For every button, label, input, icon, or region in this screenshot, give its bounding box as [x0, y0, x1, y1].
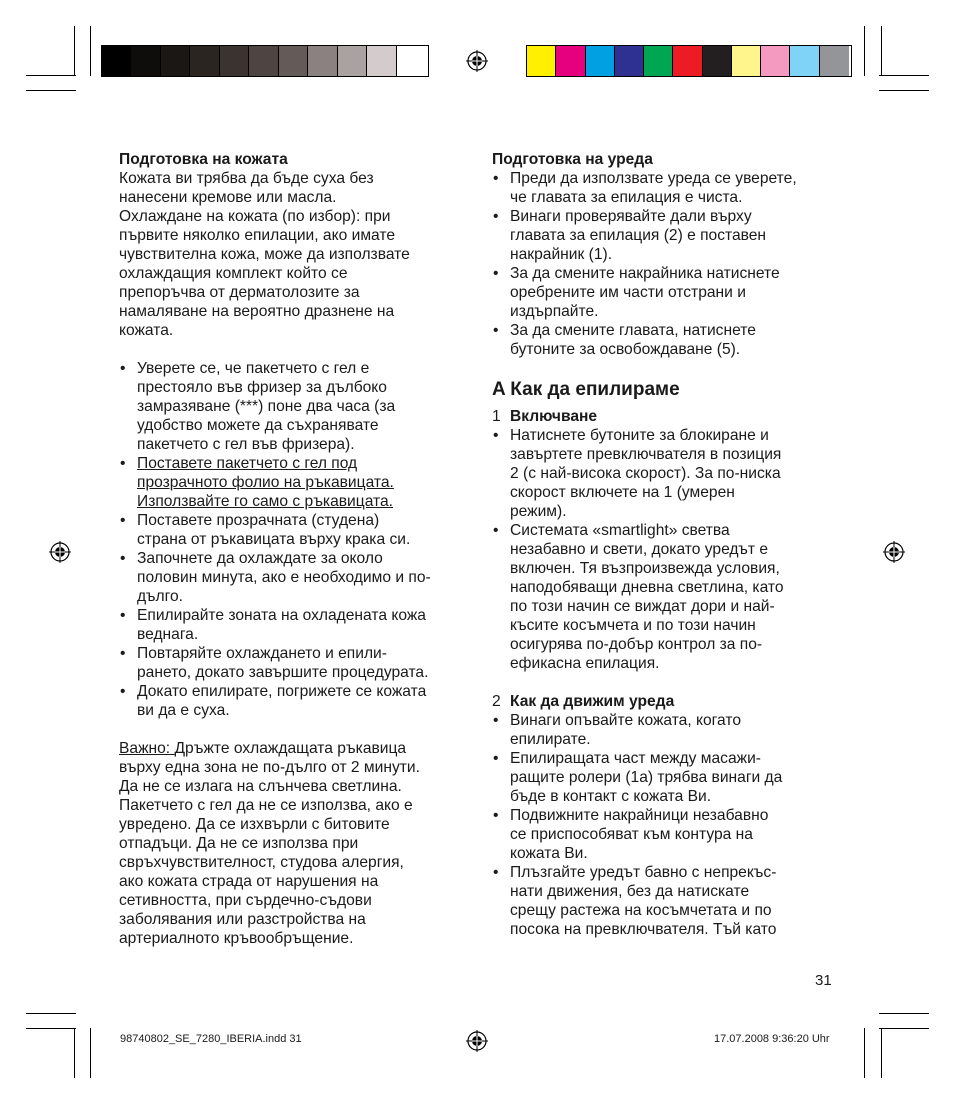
section-title: A Как да епилираме — [492, 379, 680, 400]
color-swatch — [820, 46, 849, 76]
list-item — [119, 359, 469, 454]
text-line: увредено. Да се изхвърли с битовите — [119, 816, 390, 833]
text-line: пакетчето с гел във фризера). — [137, 436, 355, 453]
color-swatch — [732, 46, 761, 76]
step-1-list — [492, 426, 837, 673]
text-line: • Епилирайте зоната на охладената кожа — [137, 607, 426, 624]
text-line: • За да смените накрайника натиснете — [510, 265, 780, 282]
list-item — [119, 511, 469, 549]
text-line: включен. Тя възпроизвежда условия, — [510, 560, 780, 577]
underlined-text: Използвайте го само с ръкавицата. — [137, 493, 394, 510]
text-line: • Докато епилирате, погрижете се кожата — [137, 683, 427, 700]
color-swatch — [761, 46, 790, 76]
list-item — [119, 644, 469, 682]
crop-mark — [74, 26, 75, 76]
text-line: издърпайте. — [510, 303, 599, 320]
crop-mark — [864, 1028, 865, 1078]
list-item — [492, 863, 837, 939]
text-line: • Повтаряйте охлаждането и епили- — [137, 645, 387, 662]
color-swatch — [308, 46, 337, 76]
text-line: Кожата ви трябва да бъде суха без — [119, 170, 374, 187]
text-line: наподобяващи дневна светлина, като — [510, 579, 784, 596]
text-line: Охлаждане на кожата (по избор): при — [119, 208, 391, 225]
text-line: артериалното кръвообръщение. — [119, 930, 354, 947]
text-line: заболявания или разстройства на — [119, 911, 366, 928]
important-note — [119, 739, 469, 948]
list-item — [119, 606, 469, 644]
text-line: веднага. — [137, 626, 199, 643]
text-line: отпадъци. Да не се използва при — [119, 835, 359, 852]
page-number: 31 — [815, 972, 832, 989]
text-line: ращите ролери (1а) трябва винаги да — [510, 769, 783, 786]
list-item — [492, 264, 837, 321]
left-column — [119, 150, 469, 948]
color-swatch — [703, 46, 732, 76]
crop-mark — [90, 26, 91, 76]
crop-mark — [879, 75, 929, 76]
text-line: ако кожата страда от нарушения на — [119, 873, 379, 890]
text-line: престояло във фризер за дълбоко — [137, 379, 387, 396]
step-label: Включване — [510, 408, 598, 425]
text-line: удобство можете да съхранявате — [137, 417, 379, 434]
text-line: замразяване (***) поне два часа (за — [137, 398, 396, 415]
text-line: • Системата «smartlight» светва — [510, 522, 730, 539]
text-line: Пакетчето с гел да не се използва, ако е — [119, 797, 413, 814]
underlined-text: прозрачното фолио на ръкавицата. — [137, 474, 394, 491]
text-line: по този начин се виждат дори и най- — [510, 598, 775, 615]
text-line: страна от ръкавицата върху крака си. — [137, 531, 411, 548]
text-line: • Епилиращата част между масажи- — [510, 750, 761, 767]
color-bar — [526, 45, 852, 77]
crop-mark — [881, 1028, 882, 1078]
color-swatch — [161, 46, 190, 76]
text-line: • Преди да използвате уреда се уверете, — [510, 170, 797, 187]
crop-mark — [26, 1028, 76, 1029]
text-line: срещу растежа на косъмчетата и по — [510, 902, 772, 919]
text-line: режим). — [510, 503, 567, 520]
device-prep-list — [492, 169, 837, 359]
list-item — [492, 711, 837, 749]
color-swatch — [644, 46, 673, 76]
step-label: Как да движим уреда — [510, 693, 675, 710]
list-item — [492, 169, 837, 207]
registration-mark-icon — [466, 50, 488, 72]
crop-mark — [879, 90, 929, 91]
color-swatch — [556, 46, 585, 76]
step-2-list — [492, 711, 837, 939]
text-line: 2 (с най-висока скорост). За по-ниска — [510, 465, 781, 482]
skin-cooling-list — [119, 359, 469, 720]
step-2 — [492, 692, 837, 711]
color-swatch — [586, 46, 615, 76]
color-swatch — [615, 46, 644, 76]
text-line: незабавно и свети, докато уредът е — [510, 541, 769, 558]
text-line — [137, 473, 469, 492]
text-line: че главата за епилация е чиста. — [510, 189, 743, 206]
color-swatch — [397, 46, 426, 76]
grayscale-bar — [101, 45, 429, 77]
text-line: върху една зона не по-дълго от 2 минути. — [119, 759, 420, 776]
list-item — [119, 682, 469, 720]
skin-prep-heading: Подготовка на кожата — [119, 151, 288, 168]
list-item — [492, 426, 837, 521]
color-swatch — [338, 46, 367, 76]
crop-mark — [879, 1028, 929, 1029]
list-item — [119, 549, 469, 606]
step-1 — [492, 407, 837, 426]
text-line: бутоните за освобождаване (5). — [510, 341, 741, 358]
list-item — [492, 521, 837, 673]
color-swatch — [131, 46, 160, 76]
text-line: кожата. — [119, 322, 174, 339]
text-line: • Поставете прозрачната (студена) — [137, 512, 380, 529]
text-line: • Винаги опъвайте кожата, когато — [510, 712, 741, 729]
color-swatch — [220, 46, 249, 76]
text-line: оребрените им части отстрани и — [510, 284, 746, 301]
list-item — [492, 806, 837, 863]
color-swatch — [279, 46, 308, 76]
text-line: • Винаги проверявайте дали върху — [510, 208, 752, 225]
crop-mark — [864, 26, 865, 76]
step-number: 1 — [492, 408, 501, 425]
text-line: половин минута, ако е необходимо и по- — [137, 569, 431, 586]
color-swatch — [790, 46, 819, 76]
list-item — [492, 749, 837, 806]
registration-mark-icon — [49, 541, 71, 563]
crop-mark — [26, 1013, 76, 1014]
text-line: кожата Ви. — [510, 845, 588, 862]
crop-mark — [74, 1028, 75, 1078]
important-line: Дръжте охлаждащата ръкавица — [174, 740, 407, 757]
list-item — [119, 454, 469, 511]
crop-mark — [879, 1013, 929, 1014]
registration-mark-icon — [883, 541, 905, 563]
text-line: • Уверете се, че пакетчето с гел е — [137, 360, 370, 377]
device-prep-heading: Подготовка на уреда — [492, 151, 653, 168]
registration-mark-icon — [466, 1030, 488, 1052]
footer-file: 98740802_SE_7280_IBERIA.indd 31 — [120, 1033, 302, 1045]
text-line: главата за епилация (2) е поставен — [510, 227, 767, 244]
text-line: ви да е суха. — [137, 702, 230, 719]
right-column — [492, 150, 837, 939]
text-line: препоръчва от дерматолозите за — [119, 284, 360, 301]
text-line: се приспособяват към контура на — [510, 826, 753, 843]
crop-mark — [26, 75, 76, 76]
list-item — [492, 321, 837, 359]
skin-prep-paragraph — [119, 169, 469, 340]
text-line: намаляване на вероятно дразнене на — [119, 303, 395, 320]
text-line: нати движения, без да натискате — [510, 883, 750, 900]
text-line: • Започнете да охлаждате за около — [137, 550, 383, 567]
color-swatch — [102, 46, 131, 76]
text-line: скорост включете на 1 (умерен — [510, 484, 735, 501]
crop-mark — [881, 26, 882, 76]
text-line — [137, 454, 469, 473]
text-line: свръхчувствителност, студова алергия, — [119, 854, 404, 871]
color-swatch — [673, 46, 702, 76]
text-line: чувствителна кожа, може да използвате — [119, 246, 410, 263]
text-line: нанесени кремове или масла. — [119, 189, 337, 206]
color-swatch — [367, 46, 396, 76]
text-line: Да не се излага на слънчева светлина. — [119, 778, 402, 795]
crop-mark — [26, 90, 76, 91]
text-line: завъртете превключвателя в позиция — [510, 446, 782, 463]
text-line: ефикасна епилация. — [510, 655, 660, 672]
text-line: първите няколко епилации, ако имате — [119, 227, 396, 244]
text-line: дълго. — [137, 588, 183, 605]
color-swatch — [190, 46, 219, 76]
footer-date: 17.07.2008 9:36:20 Uhr — [714, 1033, 830, 1045]
step-number: 2 — [492, 693, 501, 710]
text-line: • Плъзгайте уредът бавно с непрекъс- — [510, 864, 777, 881]
important-label: Важно: — [119, 740, 175, 757]
crop-mark — [90, 1028, 91, 1078]
text-line: сетивността, при сърдечно-съдови — [119, 892, 372, 909]
list-item — [492, 207, 837, 264]
text-line: • За да смените главата, натиснете — [510, 322, 756, 339]
color-swatch — [249, 46, 278, 76]
text-line: късите косъмчета и по този начин — [510, 617, 756, 634]
text-line: епилирате. — [510, 731, 591, 748]
color-swatch — [527, 46, 556, 76]
text-line: охлаждащия комплект който се — [119, 265, 348, 282]
text-line — [137, 492, 469, 511]
text-line: • Подвижните накрайници незабавно — [510, 807, 769, 824]
text-line: осигурява по-добър контрол за по- — [510, 636, 763, 653]
underlined-text: Поставете пакетчето с гел под — [137, 455, 358, 472]
text-line: рането, докато завършите процедурата. — [137, 664, 429, 681]
text-line: накрайник (1). — [510, 246, 613, 263]
text-line: • Натиснете бутоните за блокиране и — [510, 427, 769, 444]
text-line: посока на превключвателя. Тъй като — [510, 921, 777, 938]
text-line: бъде в контакт с кожата Ви. — [510, 788, 712, 805]
